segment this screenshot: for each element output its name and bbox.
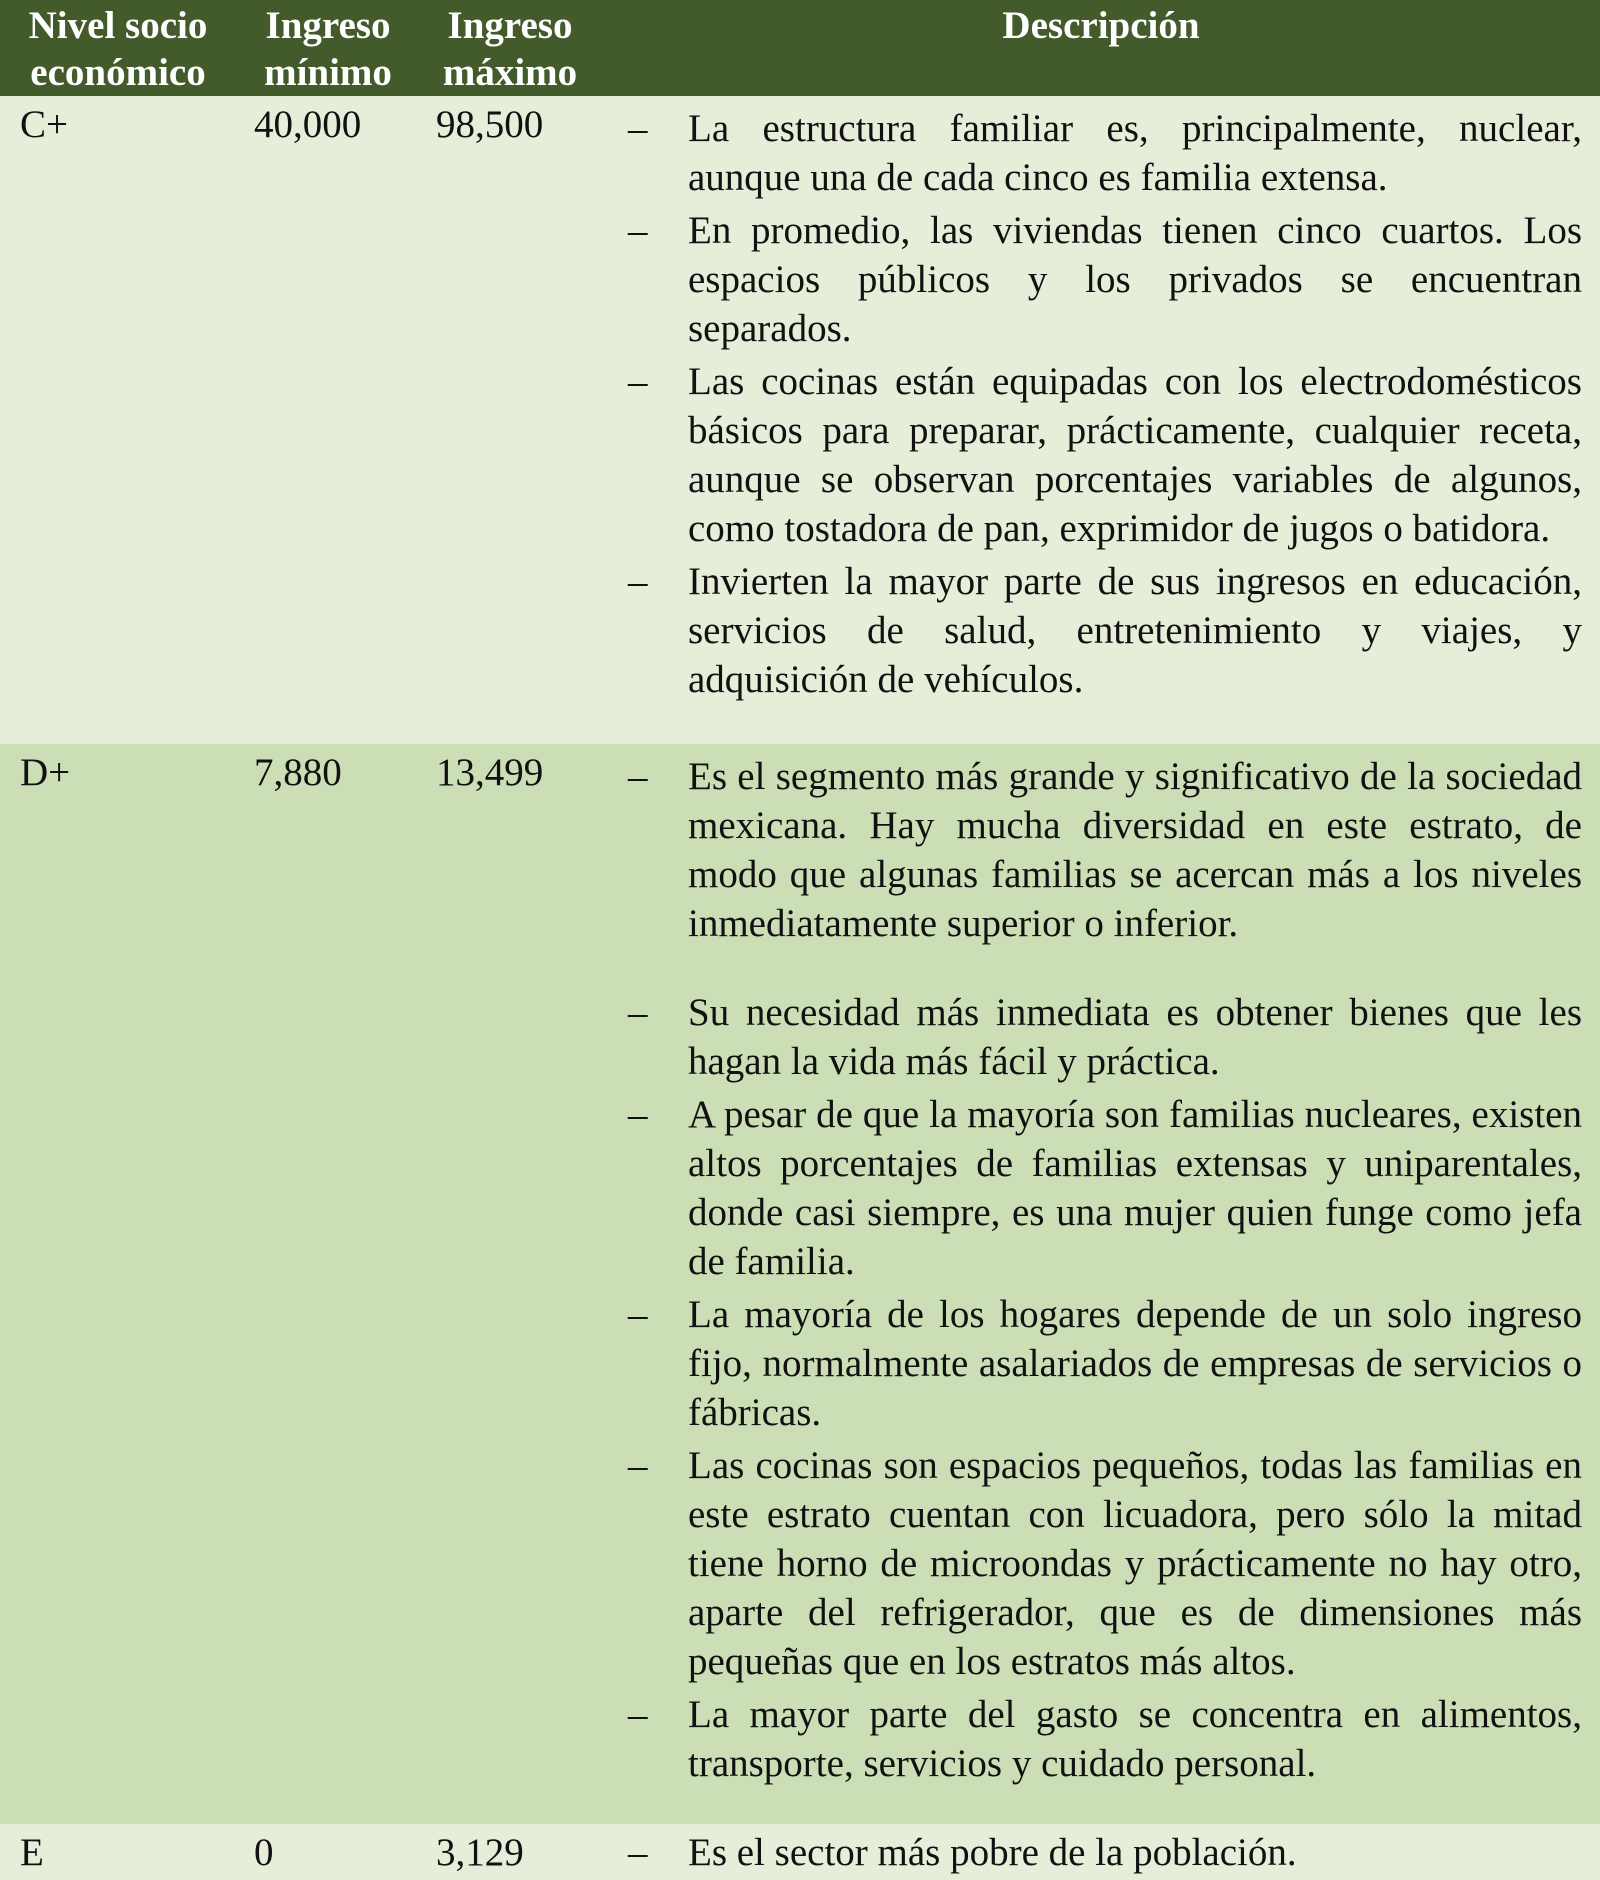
dash-bullet: –	[628, 1444, 648, 1487]
list-item: – Su necesidad más inmediata es obtener bienes que les hagan la vida más fácil y práctica.	[620, 988, 1582, 1086]
list-item: – A pesar de que la mayoría son familias nucleares, existen altos porcentajes de familias extensas y uniparentales, donde casi siempre, es una mujer quien funge como jefa de familia.	[620, 1090, 1582, 1286]
dash-bullet: –	[628, 107, 648, 150]
header-min-income: Ingreso mínimo	[264, 4, 392, 94]
dash-bullet: –	[628, 360, 648, 403]
max-income-cell: 3,129	[436, 1831, 524, 1874]
dash-bullet: –	[628, 209, 648, 252]
table-row	[0, 1824, 1600, 1880]
dash-bullet: –	[628, 1693, 648, 1736]
level-cell: E	[20, 1831, 44, 1874]
description-list	[620, 104, 1582, 708]
dash-bullet: –	[628, 560, 648, 603]
header-max-income: Ingreso máximo	[442, 4, 578, 94]
min-income-cell: 0	[254, 1831, 274, 1874]
level-cell: D+	[20, 751, 71, 794]
min-income-cell: 40,000	[254, 103, 362, 146]
list-item: – Es el sector más pobre de la población.	[620, 1828, 1582, 1877]
dash-bullet: –	[628, 1831, 648, 1874]
list-item: – Invierten la mayor parte de sus ingresos en educación, servicios de salud, entretenimiento y viajes, y adquisición de vehículos.	[620, 557, 1582, 704]
min-income-cell: 7,880	[254, 751, 342, 794]
table-row	[0, 96, 1600, 744]
dash-bullet: –	[628, 755, 648, 798]
list-item: – Las cocinas están equipadas con los electrodomésticos básicos para preparar, prácticamente, cualquier receta, aunque se observan porcentajes variables de algunos, como tostadora de pan, exprimidor de jugos o batidora.	[620, 357, 1582, 553]
list-item: – Las cocinas son espacios pequeños, todas las familias en este estrato cuentan con licuadora, pero sólo la mitad tiene horno de microondas y prácticamente no hay otro, aparte del refrigerador, que es de dimensiones más pequeñas que en los estratos más altos.	[620, 1441, 1582, 1686]
description-list	[620, 1828, 1582, 1880]
list-item: – La mayor parte del gasto se concentra en alimentos, transporte, servicios y cuidado personal.	[620, 1690, 1582, 1788]
dash-bullet: –	[628, 991, 648, 1034]
max-income-cell: 98,500	[436, 103, 544, 146]
header-description: Descripción	[1002, 4, 1200, 47]
max-income-cell: 13,499	[436, 751, 544, 794]
list-item: – La estructura familiar es, principalmente, nuclear, aunque una de cada cinco es familia extensa.	[620, 104, 1582, 202]
level-cell: C+	[20, 103, 69, 146]
list-item: – Es el segmento más grande y significativo de la sociedad mexicana. Hay mucha diversidad en este estrato, de modo que algunas familias se acercan más a los niveles inmediatamente superior o inferior.	[620, 752, 1582, 988]
dash-bullet: –	[628, 1293, 648, 1336]
header-level: Nivel socio económico	[28, 4, 208, 94]
dash-bullet: –	[628, 1093, 648, 1136]
list-item: – La mayoría de los hogares depende de un solo ingreso fijo, normalmente asalariados de empresas de servicios o fábricas.	[620, 1290, 1582, 1437]
description-list	[620, 752, 1582, 1792]
table-header	[0, 0, 1600, 96]
table-row	[0, 744, 1600, 1824]
list-item: – En promedio, las viviendas tienen cinco cuartos. Los espacios públicos y los privados se encuentran separados.	[620, 206, 1582, 353]
